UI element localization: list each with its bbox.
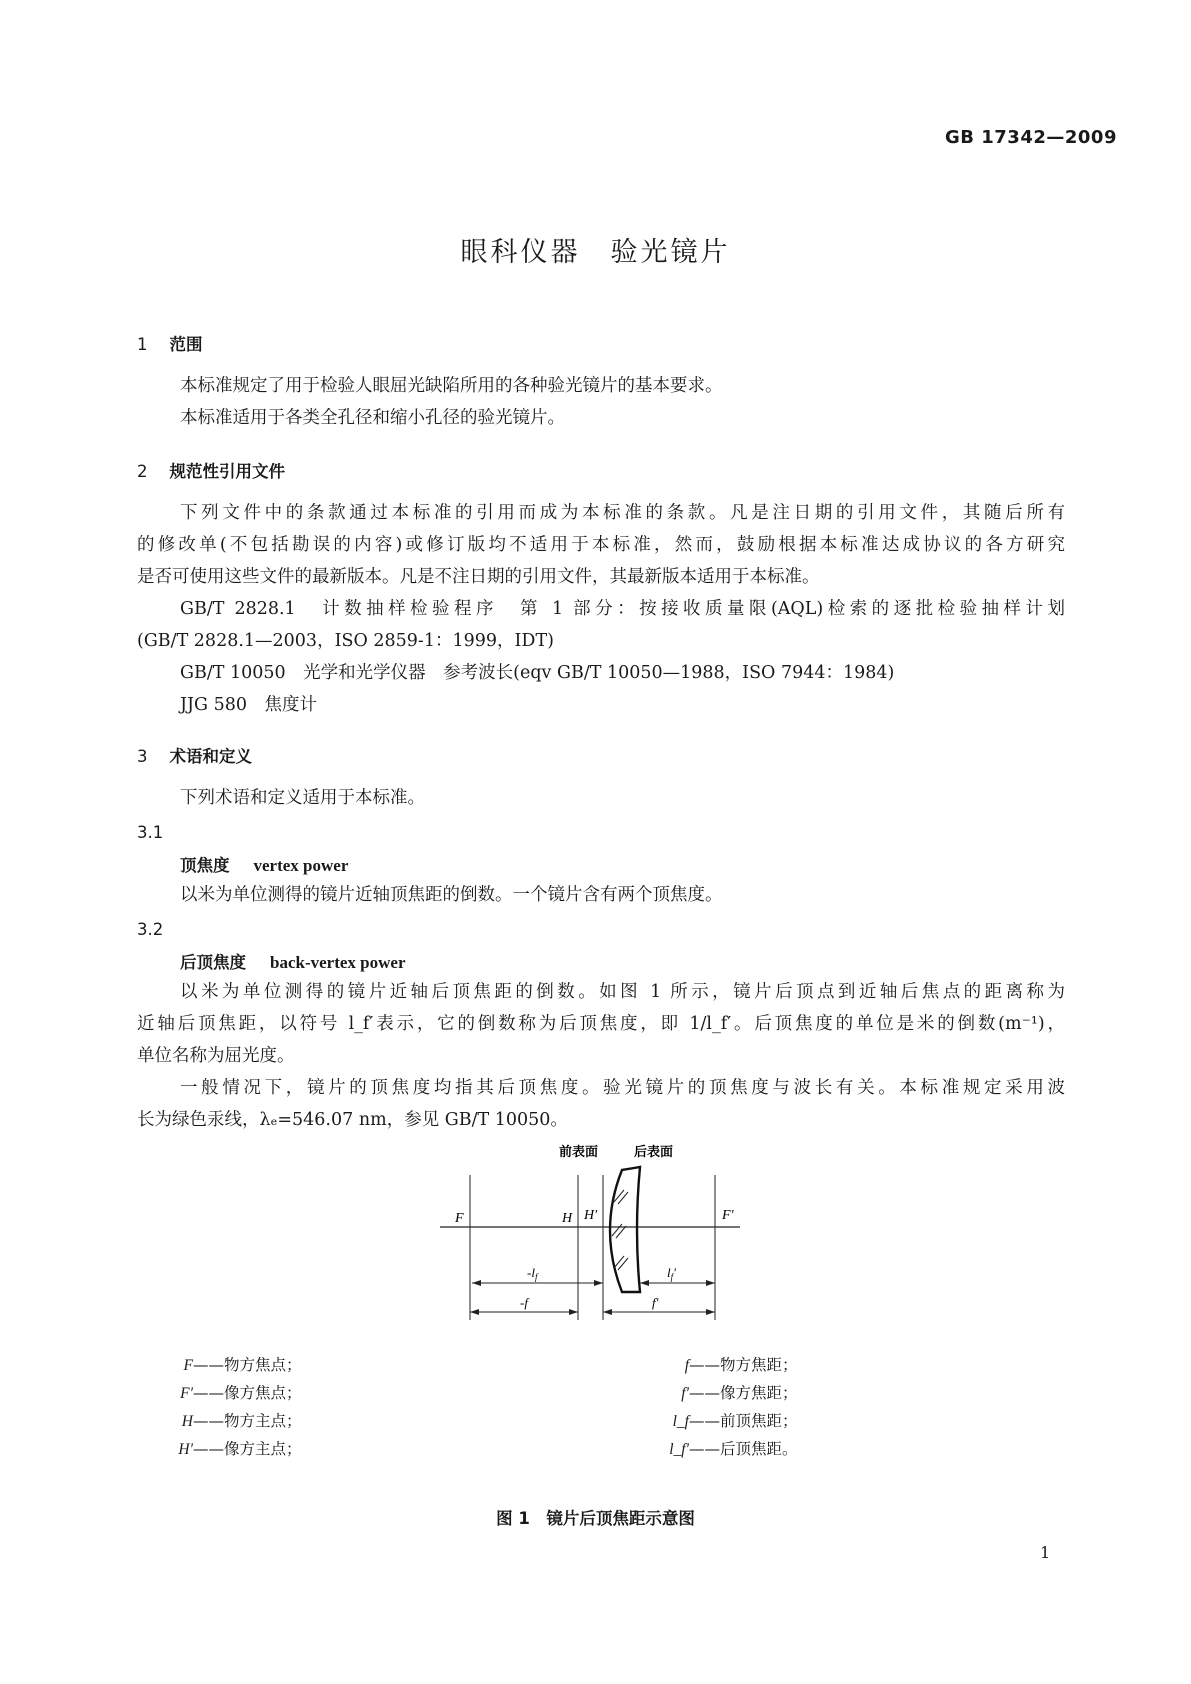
section-number: 3 (137, 747, 148, 766)
hatch-mark (618, 1258, 628, 1270)
lens-diagram (440, 1140, 770, 1320)
legend-symbol: f (684, 1357, 689, 1374)
paragraph: 本标准适用于各类全孔径和缩小孔径的验光镜片。 (180, 408, 565, 428)
section-title: 术语和定义 (169, 747, 252, 766)
page-number: 1 (1040, 1543, 1051, 1562)
paragraph-line: 单位名称为屈光度。 (137, 1046, 295, 1066)
legend-text: ——前顶焦距； (689, 1412, 798, 1430)
term-en: vertex power (253, 856, 349, 875)
label-F-prime: F′ (722, 1208, 734, 1223)
label-H: H (562, 1211, 573, 1226)
label-f-prime: f′ (652, 1295, 659, 1310)
hatch-mark (618, 1192, 628, 1204)
section-number: 1 (137, 335, 148, 354)
label-neg-lf: $-l_f$ (527, 1265, 538, 1282)
section-title: 规范性引用文件 (169, 462, 285, 481)
paragraph-line: 一般情况下，镜片的顶焦度均指其后顶焦度。验光镜片的顶焦度与波长有关。本标准规定采用波 (180, 1078, 1065, 1098)
term-cn: 后顶焦度 (180, 953, 246, 972)
label-H-prime: H′ (584, 1208, 598, 1223)
term-heading (180, 949, 406, 973)
label-neg-f: -f (520, 1295, 528, 1310)
section-3-heading (137, 743, 252, 767)
term-heading (180, 852, 348, 876)
figure-caption: 图 1 镜片后顶焦距示意图 (496, 1509, 695, 1528)
paragraph-line: 是否可使用这些文件的最新版本。凡是不注日期的引用文件，其最新版本适用于本标准。 (137, 567, 820, 587)
legend-text: ——像方焦距； (689, 1384, 798, 1402)
legend-item (0, 1381, 798, 1403)
lens-outline (610, 1167, 640, 1292)
legend-symbol: f′ (681, 1385, 689, 1402)
reference-item: GB/T 10050 光学和光学仪器 参考波长(eqv GB/T 10050—1988，ISO 7944：1984) (180, 663, 895, 683)
term-en: back-vertex power (270, 953, 406, 972)
term-number: 3.1 (137, 823, 164, 842)
legend-symbol: H (181, 1413, 193, 1430)
term-cn: 顶焦度 (180, 856, 230, 875)
dim-f-prime (603, 1309, 715, 1315)
reference-item: (GB/T 2828.1—2003，ISO 2859-1：1999，IDT) (137, 631, 554, 651)
legend-text: ——像方焦点； (193, 1384, 302, 1402)
label-F: F (455, 1211, 464, 1226)
hatch-mark (616, 1226, 626, 1238)
legend-text: ——后顶焦距。 (689, 1440, 798, 1458)
paragraph: 本标准规定了用于检验人眼屈光缺陷所用的各种验光镜片的基本要求。 (180, 376, 723, 396)
legend-text: ——物方主点； (193, 1412, 302, 1430)
back-surface-label: 后表面 (634, 1144, 674, 1159)
legend-text: ——像方主点； (193, 1440, 302, 1458)
paragraph: 以米为单位测得的镜片近轴顶焦距的倒数。一个镜片含有两个顶焦度。 (180, 885, 723, 905)
legend-symbol: H′ (178, 1441, 193, 1458)
section-2-heading (137, 458, 285, 482)
reference-item: JJG 580 焦度计 (180, 695, 317, 715)
legend-symbol: l_f′ (669, 1441, 689, 1458)
legend-symbol: F′ (180, 1385, 193, 1402)
paragraph-line: 的修改单(不包括勘误的内容)或修订版均不适用于本标准，然而，鼓励根据本标准达成协议的各方研究 (137, 535, 1065, 555)
legend-item (0, 1353, 798, 1375)
paragraph-line: 以米为单位测得的镜片近轴后顶焦距的倒数。如图 1 所示，镜片后顶点到近轴后焦点的距离称为 (180, 982, 1065, 1002)
dim-lf-prime (640, 1280, 715, 1286)
reference-item: GB/T 2828.1 计数抽样检验程序 第 1 部分：按接收质量限(AQL)检索的逐批检验抽样计划 (180, 599, 1065, 619)
legend-item (0, 1437, 798, 1459)
hatch-mark (614, 1256, 624, 1268)
front-surface-label: 前表面 (559, 1144, 599, 1159)
legend-text: ——物方焦距； (689, 1356, 798, 1374)
section-title: 范围 (169, 335, 203, 354)
paragraph-line: 下列文件中的条款通过本标准的引用而成为本标准的条款。凡是注日期的引用文件，其随后所有 (180, 503, 1065, 523)
paragraph: 下列术语和定义适用于本标准。 (180, 788, 425, 808)
label-lf-prime: $l_f'$ (667, 1265, 676, 1282)
legend-text: ——物方焦点； (193, 1356, 302, 1374)
standard-number: GB 17342—2009 (945, 127, 1117, 148)
paragraph-line: 近轴后顶焦距，以符号 l_f′表示，它的倒数称为后顶焦度，即 1/l_f′。后顶焦度的单位是米的倒数(m⁻¹)， (137, 1014, 1065, 1034)
dim-neg-lf (472, 1280, 603, 1286)
legend-symbol: l_f (672, 1413, 689, 1430)
term-number: 3.2 (137, 920, 164, 939)
paragraph-line: 长为绿色汞线，λₑ=546.07 nm，参见 GB/T 10050。 (137, 1110, 568, 1130)
legend-symbol: F (183, 1357, 193, 1374)
legend-item (0, 1409, 798, 1431)
section-number: 2 (137, 462, 148, 481)
section-1-heading (137, 331, 203, 355)
hatch-mark (612, 1224, 622, 1236)
document-title: 眼科仪器 验光镜片 (460, 237, 731, 268)
